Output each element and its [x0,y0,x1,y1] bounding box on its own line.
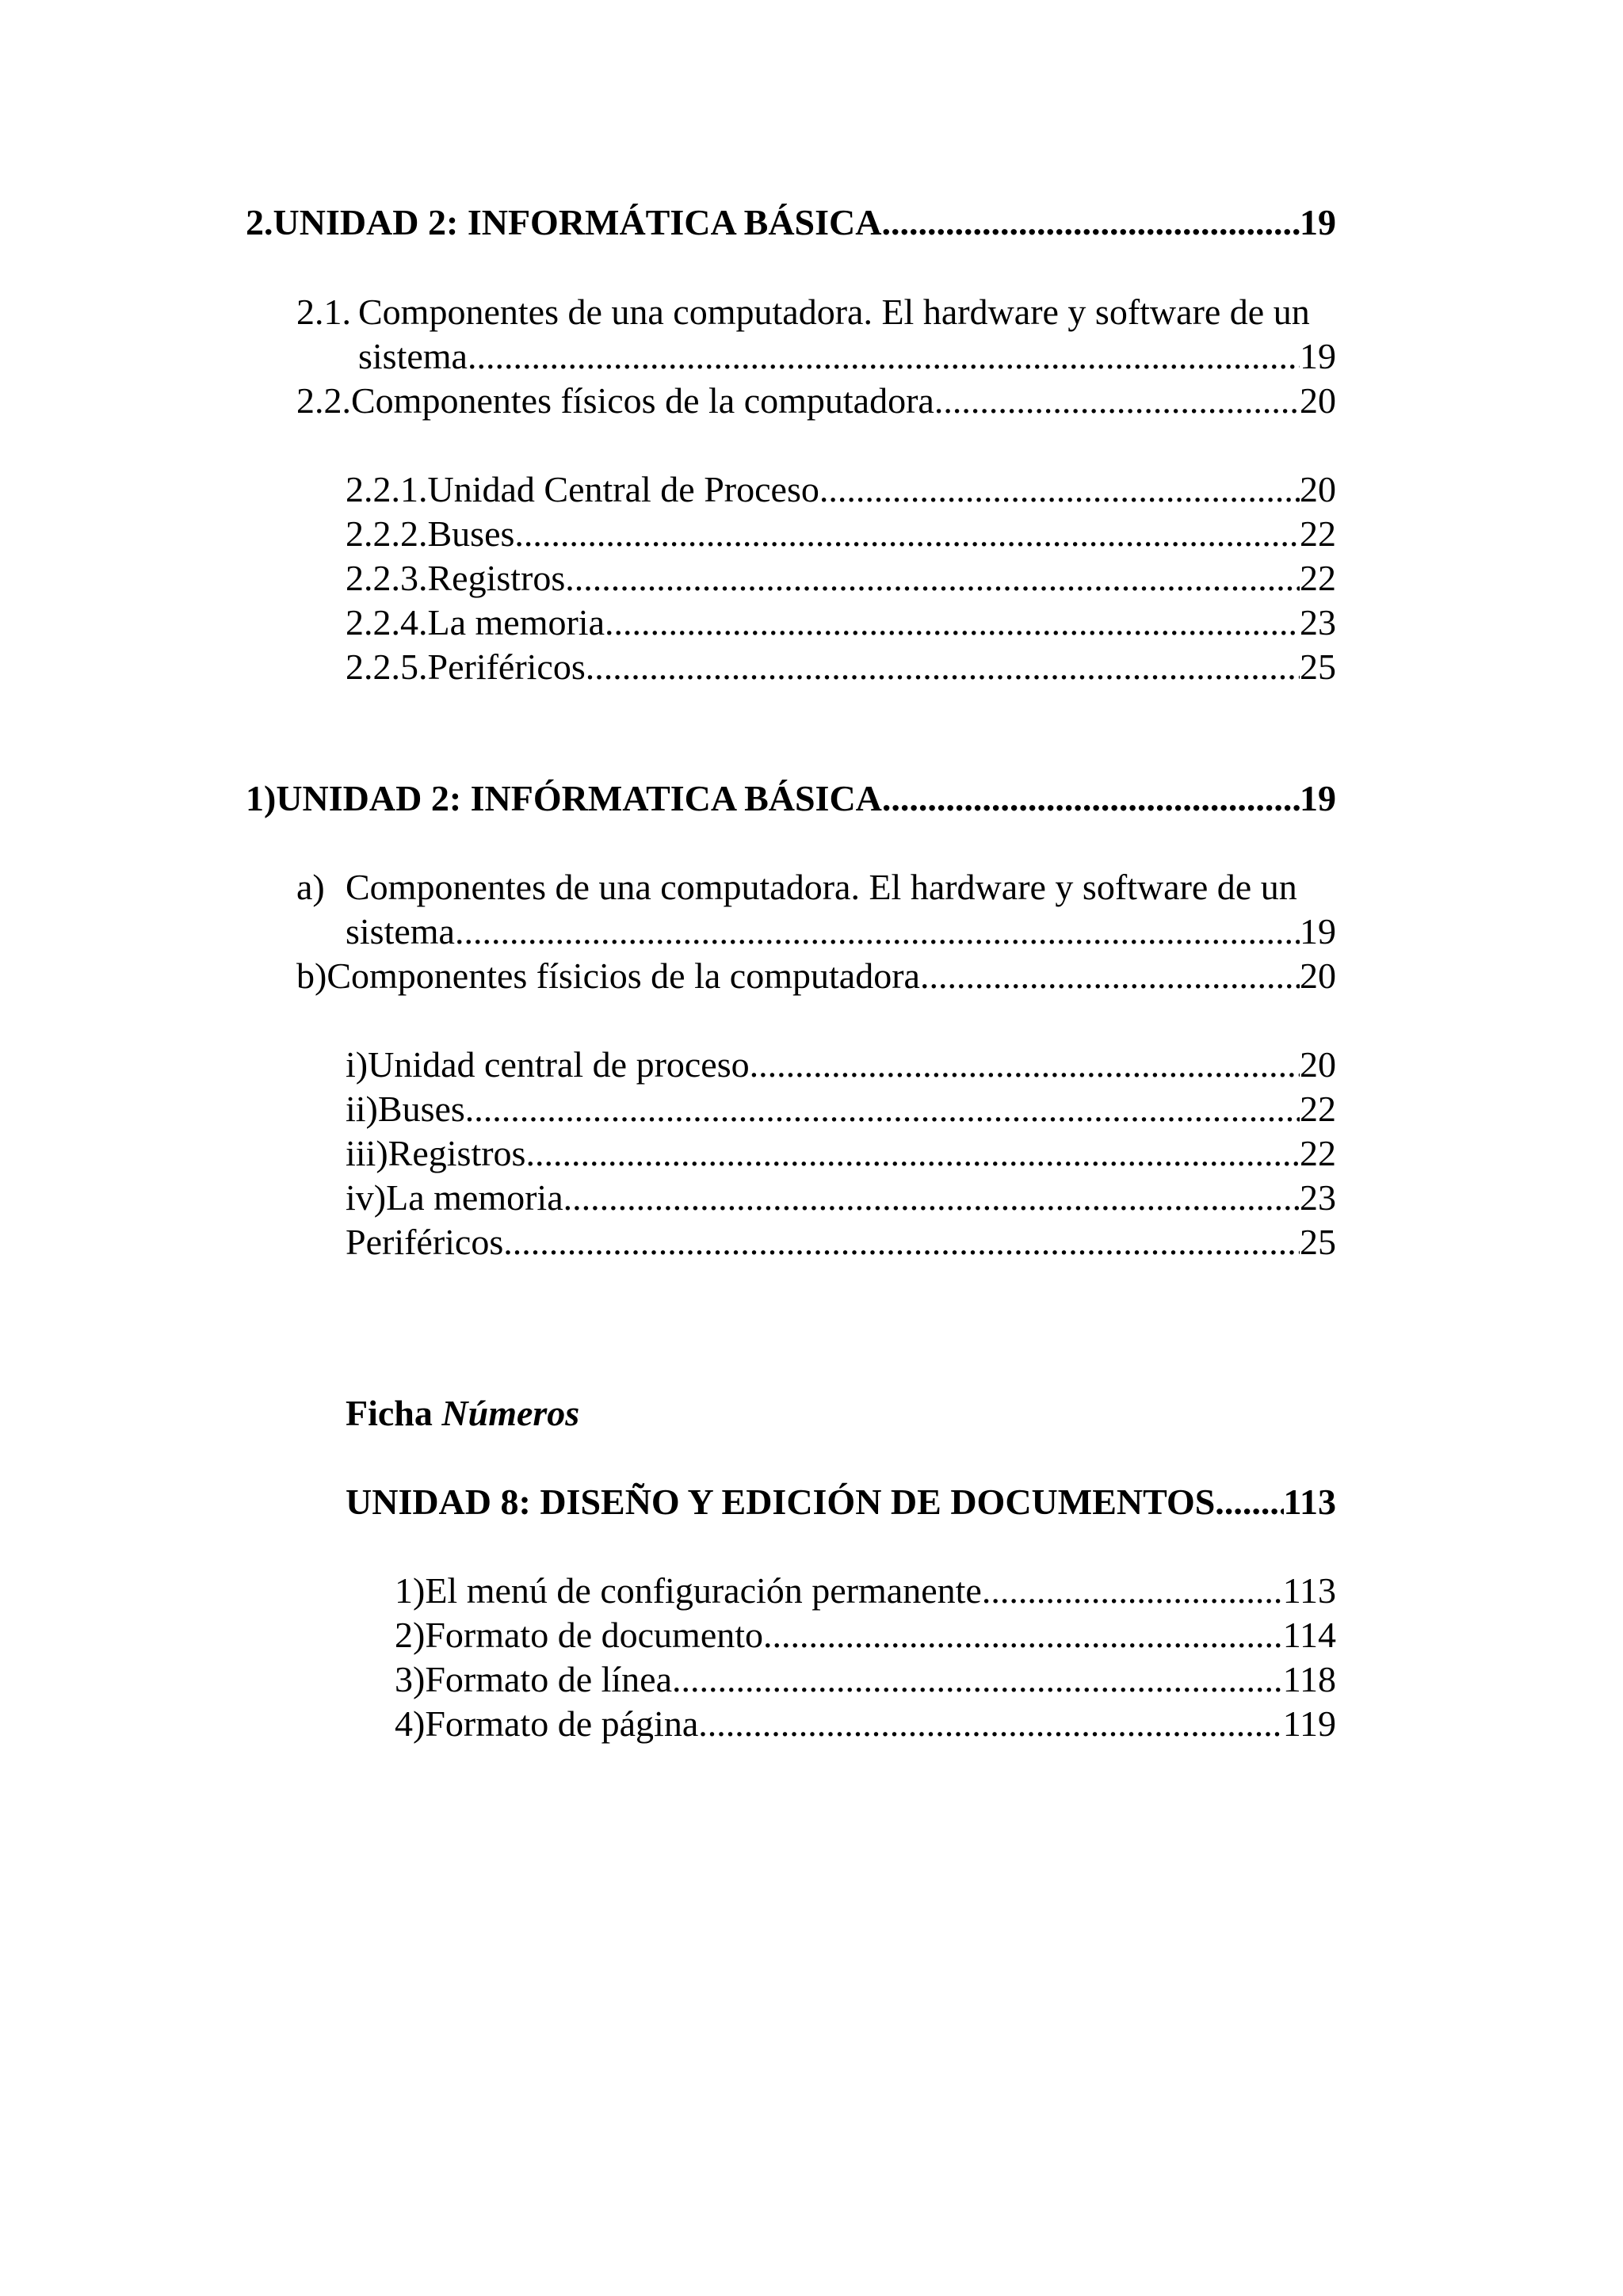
toc-entry [395,1702,1336,1746]
toc-page-number: 20 [1300,469,1336,509]
toc-page-number: 19 [1300,336,1336,376]
toc-entry [296,379,1336,423]
toc-entry-text: Unidad central de proceso [368,1044,750,1085]
toc-number: ii) [346,1089,378,1129]
toc-entry-text: La memoria [386,1177,563,1218]
toc-number: 4) [395,1703,426,1744]
toc-number: 1) [395,1570,426,1611]
toc-page-number: 20 [1300,380,1336,421]
toc-entry-text: Buses [427,513,515,554]
ficha-label-text: Ficha [346,1393,433,1433]
toc-entry [296,865,1297,910]
leader-dots [1224,1480,1284,1524]
toc-number: 2.2. [296,380,351,421]
toc-page-number: 23 [1300,1177,1336,1218]
toc-page-number: 25 [1300,646,1336,687]
toc-page-number: 22 [1300,558,1336,598]
toc-number: 2.2.3. [346,558,428,598]
toc-entry-text: Periféricos [346,1222,504,1262]
toc-entry-continuation [346,910,1336,954]
toc-page-number: 20 [1300,955,1336,996]
leader-dots [819,467,1300,512]
toc-number: i) [346,1044,369,1085]
toc-entry-text: Componentes físicos de la computadora [351,380,934,421]
toc-entry [395,1657,1336,1702]
toc-page-number: 22 [1300,513,1336,554]
toc-page-number: 19 [1300,778,1336,818]
toc-entry-text: sistema [346,911,455,952]
leader-dots [468,334,1300,379]
leader-dots [563,1176,1300,1220]
toc-entry [296,290,1310,334]
toc-heading-text: UNIDAD 8: DISEÑO Y EDICIÓN DE DOCUMENTOS. [346,1482,1224,1522]
toc-heading [246,200,1336,245]
leader-dots [920,954,1300,998]
toc-entry-text: Formato de línea [425,1659,673,1699]
toc-heading-text: UNIDAD 2: INFORMÁTICA BÁSICA [273,202,882,242]
toc-entry [395,1613,1336,1657]
toc-number: 2) [395,1615,426,1655]
toc-heading [246,776,1336,821]
leader-dots [455,910,1300,954]
leader-dots [763,1613,1283,1657]
toc-subentry [346,1220,1336,1264]
toc-number: iv) [346,1177,387,1218]
toc-entry [296,954,1336,998]
toc-entry-text: El menú de configuración permanente [425,1570,982,1611]
toc-entry-text: Componentes de una computadora. El hardware y software de un [346,867,1297,907]
toc-subentry [346,645,1336,689]
toc-subentry [346,1176,1336,1220]
toc-entry-text: Periféricos [427,646,586,687]
toc-page-number: 113 [1283,1482,1336,1522]
leader-dots [503,1220,1300,1264]
toc-entry-text: Formato de documento [425,1615,764,1655]
toc-page-number: 19 [1300,911,1336,952]
toc-page-number: 114 [1282,1615,1336,1655]
toc-page-number: 19 [1300,202,1336,242]
toc-number: 3) [395,1659,426,1699]
toc-entry-text: Formato de página [425,1703,699,1744]
toc-page-number: 23 [1300,602,1336,643]
toc-page-number: 22 [1300,1133,1336,1173]
toc-subentry [346,467,1336,512]
toc-entry-text: Buses [377,1089,465,1129]
leader-dots [672,1657,1283,1702]
toc-number: 2.2.5. [346,646,428,687]
toc-entry-text: sistema [358,336,468,376]
leader-dots [525,1131,1300,1176]
leader-dots [750,1043,1300,1087]
toc-number: 2.2.2. [346,513,428,554]
toc-subentry [346,1043,1336,1087]
toc-subentry [346,601,1336,645]
toc-subentry [346,1087,1336,1131]
toc-page-number: 25 [1300,1222,1336,1262]
toc-number: b) [296,955,327,996]
toc-number: 2.1. [296,292,351,332]
toc-number: 2. [246,202,273,242]
toc-page-number: 119 [1282,1703,1336,1744]
leader-dots [514,512,1300,556]
toc-entry-text: La memoria [427,602,605,643]
ficha-label [346,1391,579,1436]
toc-subentry [346,512,1336,556]
toc-page-number: 22 [1300,1089,1336,1129]
toc-heading-text: UNIDAD 2: INFÓRMATICA BÁSICA [276,778,882,818]
toc-entry-text: Componentes físicios de la computadora [327,955,920,996]
leader-dots [565,556,1300,601]
toc-entry-continuation [358,334,1336,379]
toc-entry-text: Registros [427,558,566,598]
leader-dots [605,601,1300,645]
toc-entry-text: Unidad Central de Proceso [427,469,819,509]
toc-entry [395,1569,1336,1613]
ficha-value: Números [441,1393,580,1433]
toc-number: iii) [346,1133,388,1173]
leader-dots [982,1569,1283,1613]
toc-number: 2.2.4. [346,602,428,643]
leader-dots [698,1702,1282,1746]
leader-dots [934,379,1300,423]
toc-number: 1) [246,778,277,818]
toc-subentry [346,1131,1336,1176]
toc-entry-text: Registros [388,1133,526,1173]
toc-entry-text: Componentes de una computadora. El hardware y software de un [358,292,1310,332]
toc-subentry [346,556,1336,601]
leader-dots [881,200,1300,245]
toc-page-number: 113 [1282,1570,1336,1611]
toc-page-number: 20 [1300,1044,1336,1085]
toc-heading [346,1480,1336,1524]
toc-page-number: 118 [1282,1659,1336,1699]
leader-dots [882,776,1300,821]
leader-dots [465,1087,1300,1131]
toc-number: a) [296,867,325,907]
leader-dots [586,645,1300,689]
toc-number: 2.2.1. [346,469,428,509]
